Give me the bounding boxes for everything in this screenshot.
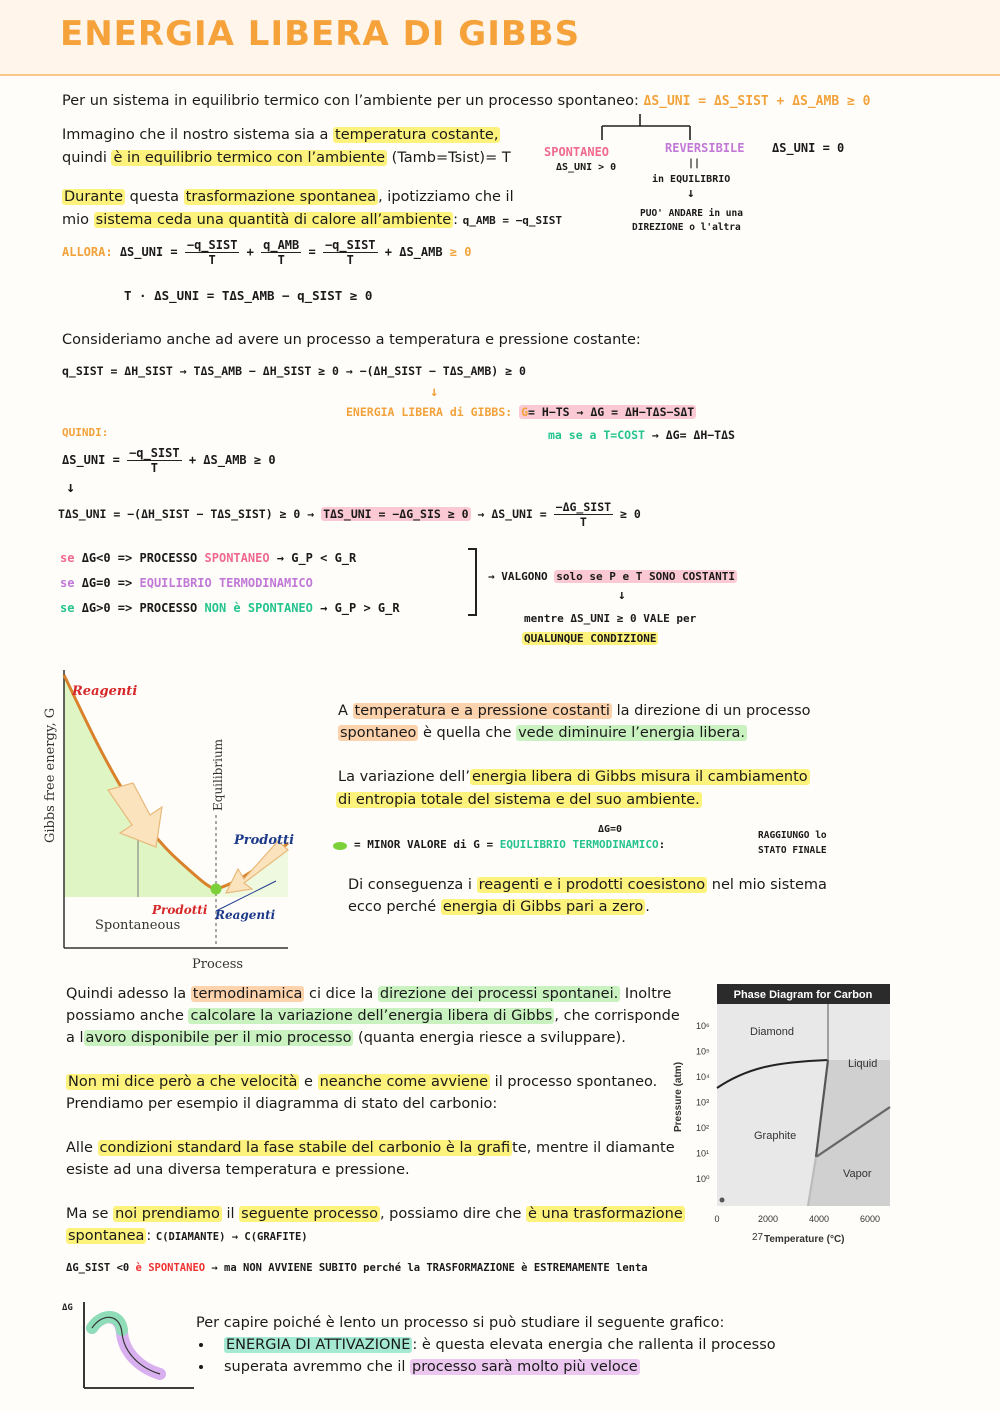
page-title: ENERGIA LIBERA DI GIBBS <box>60 14 581 54</box>
down-arrow: ↓ <box>618 588 626 603</box>
block3-line4: Non mi dice però a che velocità e neanche come avviene il processo spontaneo. <box>68 1074 658 1090</box>
block2-eq1: q_SIST = ΔH_SIST → TΔS_AMB − ΔH_SIST ≥ 0 → −(ΔH_SIST − TΔS_AMB) ≥ 0 <box>62 364 526 378</box>
fraction: $\frac{\text{−q\_SIST}}{T}$ <box>324 238 376 267</box>
region-graphite: Graphite <box>754 1130 797 1142</box>
y-tick-label: 10⁴ <box>696 1072 710 1082</box>
gibbs-definition: ENERGIA LIBERA di GIBBS: G= H−TS → ΔG = ΔH−TΔS−SΔT <box>346 405 695 419</box>
quindi-label: QUINDI: <box>62 426 109 439</box>
block1-line3: Durante questa trasformazione spontanea , ipotizziamo che il <box>64 189 514 205</box>
block3-line9: spontanea : C(DIAMANTE) → C(GRAFITE) <box>68 1228 308 1244</box>
bracket <box>466 547 482 617</box>
hw-side-1: RAGGIUNGO lo <box>758 830 827 841</box>
spontaneous-area <box>64 675 216 897</box>
intro-line: Per un sistema in equilibrio termico con l’ambiente per un processo spontaneo: <box>62 93 639 109</box>
x-axis-label: Temperature (°C) <box>764 1234 845 1245</box>
qualunque-text: QUALUNQUE CONDIZIONE <box>524 632 657 645</box>
bullet-faster: • superata avremmo che il processo sarà molto più veloce <box>214 1356 776 1378</box>
gibbs-energy-chart <box>38 665 300 975</box>
highlight: trasformazione spontanea <box>185 189 377 205</box>
intro-text <box>62 90 870 113</box>
y-tick-label: 10⁶ <box>696 1021 710 1031</box>
x-tick-label: 0 <box>714 1214 720 1224</box>
down-arrow: ↓ <box>430 384 439 400</box>
fraction: $\frac{\text{q\_AMB}}{T}$ <box>263 238 300 267</box>
gibbs-note: ma se a T=COST → ΔG= ΔH−TΔS <box>548 428 735 442</box>
y-tick-label: 10⁵ <box>696 1046 710 1057</box>
fraction: $\frac{\text{−q\_SIST}}{T}$ <box>186 238 238 267</box>
y-axis-label: Pressure (atm) <box>673 1061 684 1132</box>
region-vapor: Vapor <box>843 1168 872 1180</box>
mentre-text: mentre ΔS_UNI ≥ 0 VALE per <box>524 612 697 625</box>
block1-line1: Immagino che il nostro sistema sia a temperatura costante, <box>62 127 499 143</box>
x-tick-label: 4000 <box>808 1214 830 1224</box>
final-bullets <box>196 1334 776 1378</box>
label-prodotti-right: Prodotti <box>234 833 295 848</box>
valgono-text: → VALGONO solo se P e T SONO COSTANTI <box>488 570 736 583</box>
block1-line2: quindi è in equilibrio termico con l’ambiente (Tamb=Tsist)= T <box>62 150 511 166</box>
x-axis-label: Process <box>192 957 244 972</box>
block1-line4: mio sistema ceda una quantità di calore all’ambiente : q_AMB = −q_SIST <box>62 212 562 228</box>
y-tick-label: 10⁰ <box>696 1174 710 1184</box>
green-dot-icon <box>333 842 347 850</box>
branch-reversibile: REVERSIBILE <box>665 141 745 155</box>
label-spontaneous: Spontaneous <box>95 918 181 933</box>
down-arrow: ↓ <box>66 478 76 496</box>
phase-diagram-chart <box>668 982 893 1247</box>
activation-hump-green <box>92 1317 122 1330</box>
block3-line6: Alle condizioni standard la fase stabile del carbonio è la grafi te, mentre il diamante <box>66 1140 675 1156</box>
hw-dg-zero: ΔG=0 <box>598 824 623 835</box>
x-tick-label: 2000 <box>757 1214 779 1224</box>
allora-equation: ALLORA: ΔS_UNI = $\frac{\text{−q\_SIST}}{T}$ + $\frac{\text{q\_AMB}}{T}$ = $\frac{\text{−q\_SIST}}{T}$ + ΔS_AMB ≥ 0 <box>62 238 472 267</box>
x-tick-label: 6000 <box>859 1214 881 1224</box>
region-diamond: Diamond <box>750 1026 795 1038</box>
condition-negative: se ΔG<0 => PROCESSO SPONTANEO → G_P < G_R <box>60 551 357 565</box>
right-line2: spontaneo è quella che vede diminuire l’energia libera. <box>340 725 746 741</box>
branch-in-equilibrio: in EQUILIBRIO <box>652 174 731 185</box>
block3-line7: esiste ad una diversa temperatura e pressione. <box>66 1162 410 1178</box>
standard-point <box>720 1198 725 1203</box>
chart-title: Phase Diagram for Carbon <box>733 989 873 1001</box>
branch-direzione-2: DIREZIONE o l'altra <box>632 222 741 233</box>
fraction: $\frac{\text{−q\_SIST}}{T}$ <box>129 446 180 475</box>
right-line6: ecco perché energia di Gibbs pari a zero . <box>348 899 650 915</box>
block3-line8: Ma se noi prendiamo il seguente processo , possiamo dire che è una trasformazione <box>66 1206 683 1222</box>
right-line5: Di conseguenza i reagenti e i prodotti coesistono nel mio sistema <box>348 877 827 893</box>
branch-spontaneo-cond: ΔS_UNI > 0 <box>556 162 617 173</box>
branch-reversibile-cond: ΔS_UNI = 0 <box>772 141 845 155</box>
branch-down-arrow: ↓ <box>687 186 695 201</box>
block3-line3: a l avoro disponibile per il mio processo (quanta energia riesce a sviluppare). <box>66 1030 626 1046</box>
right-line4: di entropia totale del sistema e del suo ambiente. <box>338 792 700 808</box>
hw-side-2: STATO FINALE <box>758 845 827 856</box>
y-ticks <box>696 1021 710 1184</box>
label-reagenti-top: Reagenti <box>72 684 138 699</box>
y-axis-label: Gibbs free energy, G <box>43 707 58 843</box>
right-line3: La variazione dell’ energia libera di Gibbs misura il cambiamento <box>338 769 808 785</box>
page-number: 27 <box>752 1232 764 1243</box>
block3-line5: Prendiamo per esempio il diagramma di stato del carbonio: <box>66 1096 498 1112</box>
condition-zero: se ΔG=0 => EQUILIBRIO TERMODINAMICO <box>60 576 313 590</box>
branch-connector <box>590 112 710 142</box>
final-intro: Per capire poiché è lento un processo si può studiare il seguente grafico: <box>196 1315 725 1331</box>
highlight: temperatura costante, <box>335 127 499 143</box>
hw-min-g-line: = MINOR VALORE di G = EQUILIBRIO TERMODINAMICO: <box>354 838 666 851</box>
branch-direzione-1: PUO' ANDARE in una <box>640 208 743 219</box>
activation-energy-sketch <box>62 1298 202 1398</box>
region-liquid: Liquid <box>848 1058 878 1070</box>
axis-label: ΔG <box>62 1303 73 1313</box>
intro-formula: ΔS_UNI = ΔS_SIST + ΔS_AMB ≥ 0 <box>643 94 871 109</box>
highlight: TΔS_UNI = −ΔG_SIS ≥ 0 <box>323 507 469 521</box>
y-tick-label: 10³ <box>696 1097 710 1108</box>
fraction: $\frac{\text{−ΔG\_SIST}}{T}$ <box>555 500 612 529</box>
bullet-activation: • ENERGIA DI ATTIVAZIONE : è questa elevata energia che rallenta il processo <box>214 1334 776 1356</box>
right-line1: A temperatura e a pressione costanti la direzione di un processo <box>338 703 811 719</box>
block2-eq2: TΔS_UNI = −(ΔH_SIST − TΔS_SIST) ≥ 0 → TΔS_UNI = −ΔG_SIS ≥ 0 → ΔS_UNI = $\frac{\text{−ΔG\_SIST}}{T}$ ≥ 0 <box>58 500 641 529</box>
branch-eq-sign: || <box>688 158 701 169</box>
branch-spontaneo: SPONTANEO <box>544 145 610 159</box>
y-tick-label: 10² <box>696 1123 710 1133</box>
block3-handwritten: ΔG_SIST <0 è SPONTANEO → ma NON AVVIENE SUBITO perché la TRASFORMAZIONE è ESTREMAMENTE lenta <box>66 1262 648 1274</box>
condition-positive: se ΔG>0 => PROCESSO NON è SPONTANEO → G_P > G_R <box>60 601 400 615</box>
highlight: Durante <box>64 189 123 205</box>
equilibrium-label: Equilibrium <box>211 738 225 811</box>
highlight: sistema ceda una quantità di calore all’ambiente <box>95 212 452 228</box>
heat-formula: q_AMB = −q_SIST <box>462 214 562 227</box>
block3-line1: Quindi adesso la termodinamica ci dice la direzione dei processi spontanei. Inoltre <box>66 986 672 1002</box>
x-ticks <box>714 1214 880 1224</box>
block2-intro: Consideriamo anche ad avere un processo a temperatura e pressione costante: <box>62 332 641 348</box>
highlight: è in equilibrio termico con l’ambiente <box>113 150 386 166</box>
y-tick-label: 10¹ <box>696 1148 710 1159</box>
equilibrium-point <box>211 884 222 895</box>
label-prodotti-low: Prodotti <box>152 903 208 917</box>
label-reagenti-low: Reagenti <box>215 908 276 922</box>
quindi-equation: ΔS_UNI = $\frac{\text{−q\_SIST}}{T}$ + ΔS_AMB ≥ 0 <box>62 446 276 475</box>
allora-line2: T · ΔS_UNI = TΔS_AMB − q_SIST ≥ 0 <box>124 288 373 303</box>
block3-line2: possiamo anche calcolare la variazione dell’energia libera di Gibbs , che corrisponde <box>66 1008 680 1024</box>
